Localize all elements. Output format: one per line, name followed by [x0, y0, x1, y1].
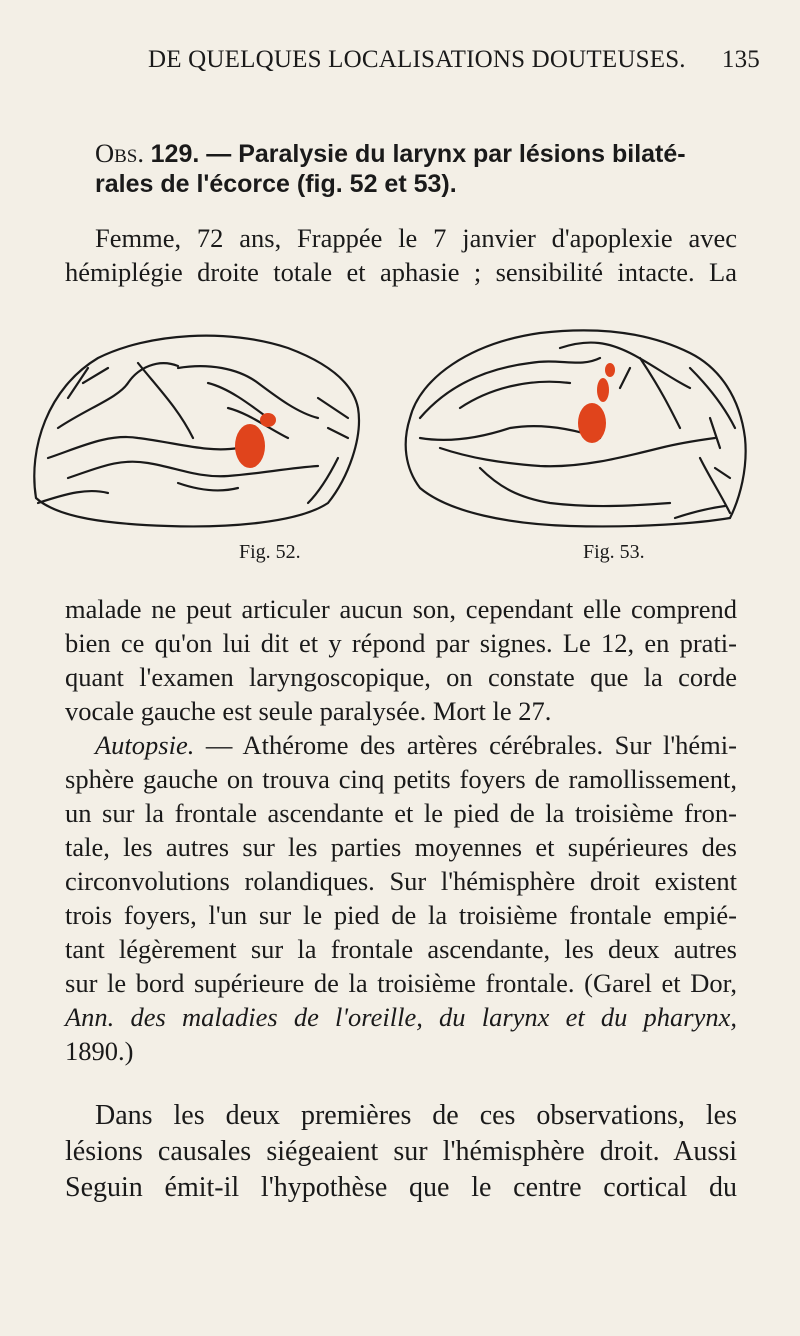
- lesion-mark: [605, 363, 615, 377]
- figure-52-brain-left: [28, 328, 368, 528]
- paragraph2-line-12: sur le bord supérieure de la troisième frontale. (Garel et Dor,: [65, 968, 737, 998]
- lesion-mark: [578, 403, 606, 443]
- paragraph2-line-4: vocale gauche est seule paralysée. Mort le 27.: [65, 696, 552, 726]
- lesion-mark: [597, 378, 609, 402]
- paragraph2-line-1: malade ne peut articuler aucun son, cependant elle comprend: [65, 594, 737, 624]
- page-number: 135: [721, 46, 760, 73]
- paragraph3-line-2: lésions causales siégeaient sur l'hémisphère droit. Aussi: [65, 1136, 737, 1167]
- figure-53-brain-right: [400, 328, 750, 528]
- paragraph2-line-5: [65, 732, 737, 759]
- paragraph2-line-11: tant légèrement sur la frontale ascendante, les deux autres: [65, 934, 737, 964]
- running-title: DE QUELQUES LOCALISATIONS DOUTEUSES.: [148, 46, 686, 73]
- paragraph2-line-8: tale, les autres sur les parties moyennes et supérieures des: [65, 832, 737, 862]
- paragraph3-line-1: Dans les deux premières de ces observations, les: [95, 1100, 737, 1131]
- paragraph2-line-5-text: — Athérome des artères cérébrales. Sur l'hémi-: [194, 730, 737, 760]
- paragraph2-line-3: quant l'examen laryngoscopique, on constate que la corde: [65, 662, 737, 692]
- paragraph2-line-10: trois foyers, l'un sur le pied de la troisième frontale empié-: [65, 900, 737, 930]
- paragraph2-line-9: circonvolutions rolandiques. Sur l'hémisphère droit existent: [65, 866, 737, 896]
- paragraph3-line-3: Seguin émit-il l'hypothèse que le centre cortical du: [65, 1172, 737, 1203]
- autopsie-label: Autopsie.: [95, 730, 195, 760]
- figures-area: [28, 328, 768, 578]
- observation-label: Obs.: [95, 138, 145, 168]
- paragraph2-line-6: sphère gauche on trouva cinq petits foyers de ramollissement,: [65, 764, 737, 794]
- lesion-mark: [235, 424, 265, 468]
- paragraph2-line-2: bien ce qu'on lui dit et y répond par signes. Le 12, en prati-: [65, 628, 737, 658]
- observation-title-1: 129. — Paralysie du larynx par lésions bilaté-: [150, 140, 686, 168]
- lesion-mark: [260, 413, 276, 427]
- observation-title-line-1: [65, 140, 737, 167]
- figure-52-caption: Fig. 52.: [239, 541, 301, 563]
- paragraph1-line-1: Femme, 72 ans, Frappée le 7 janvier d'apoplexie avec: [95, 223, 737, 253]
- paragraph2-line-7: un sur la frontale ascendante et le pied de la troisième fron-: [65, 798, 737, 828]
- paragraph2-line-14: 1890.): [65, 1036, 134, 1066]
- citation-journal: Ann. des maladies de l'oreille, du larynx et du pharynx,: [65, 1002, 737, 1032]
- figure-53-caption: Fig. 53.: [583, 541, 645, 563]
- paragraph1-line-2: hémiplégie droite totale et aphasie ; sensibilité intacte. La: [65, 257, 737, 287]
- observation-title-line-2: rales de l'écorce (fig. 52 et 53).: [95, 170, 457, 198]
